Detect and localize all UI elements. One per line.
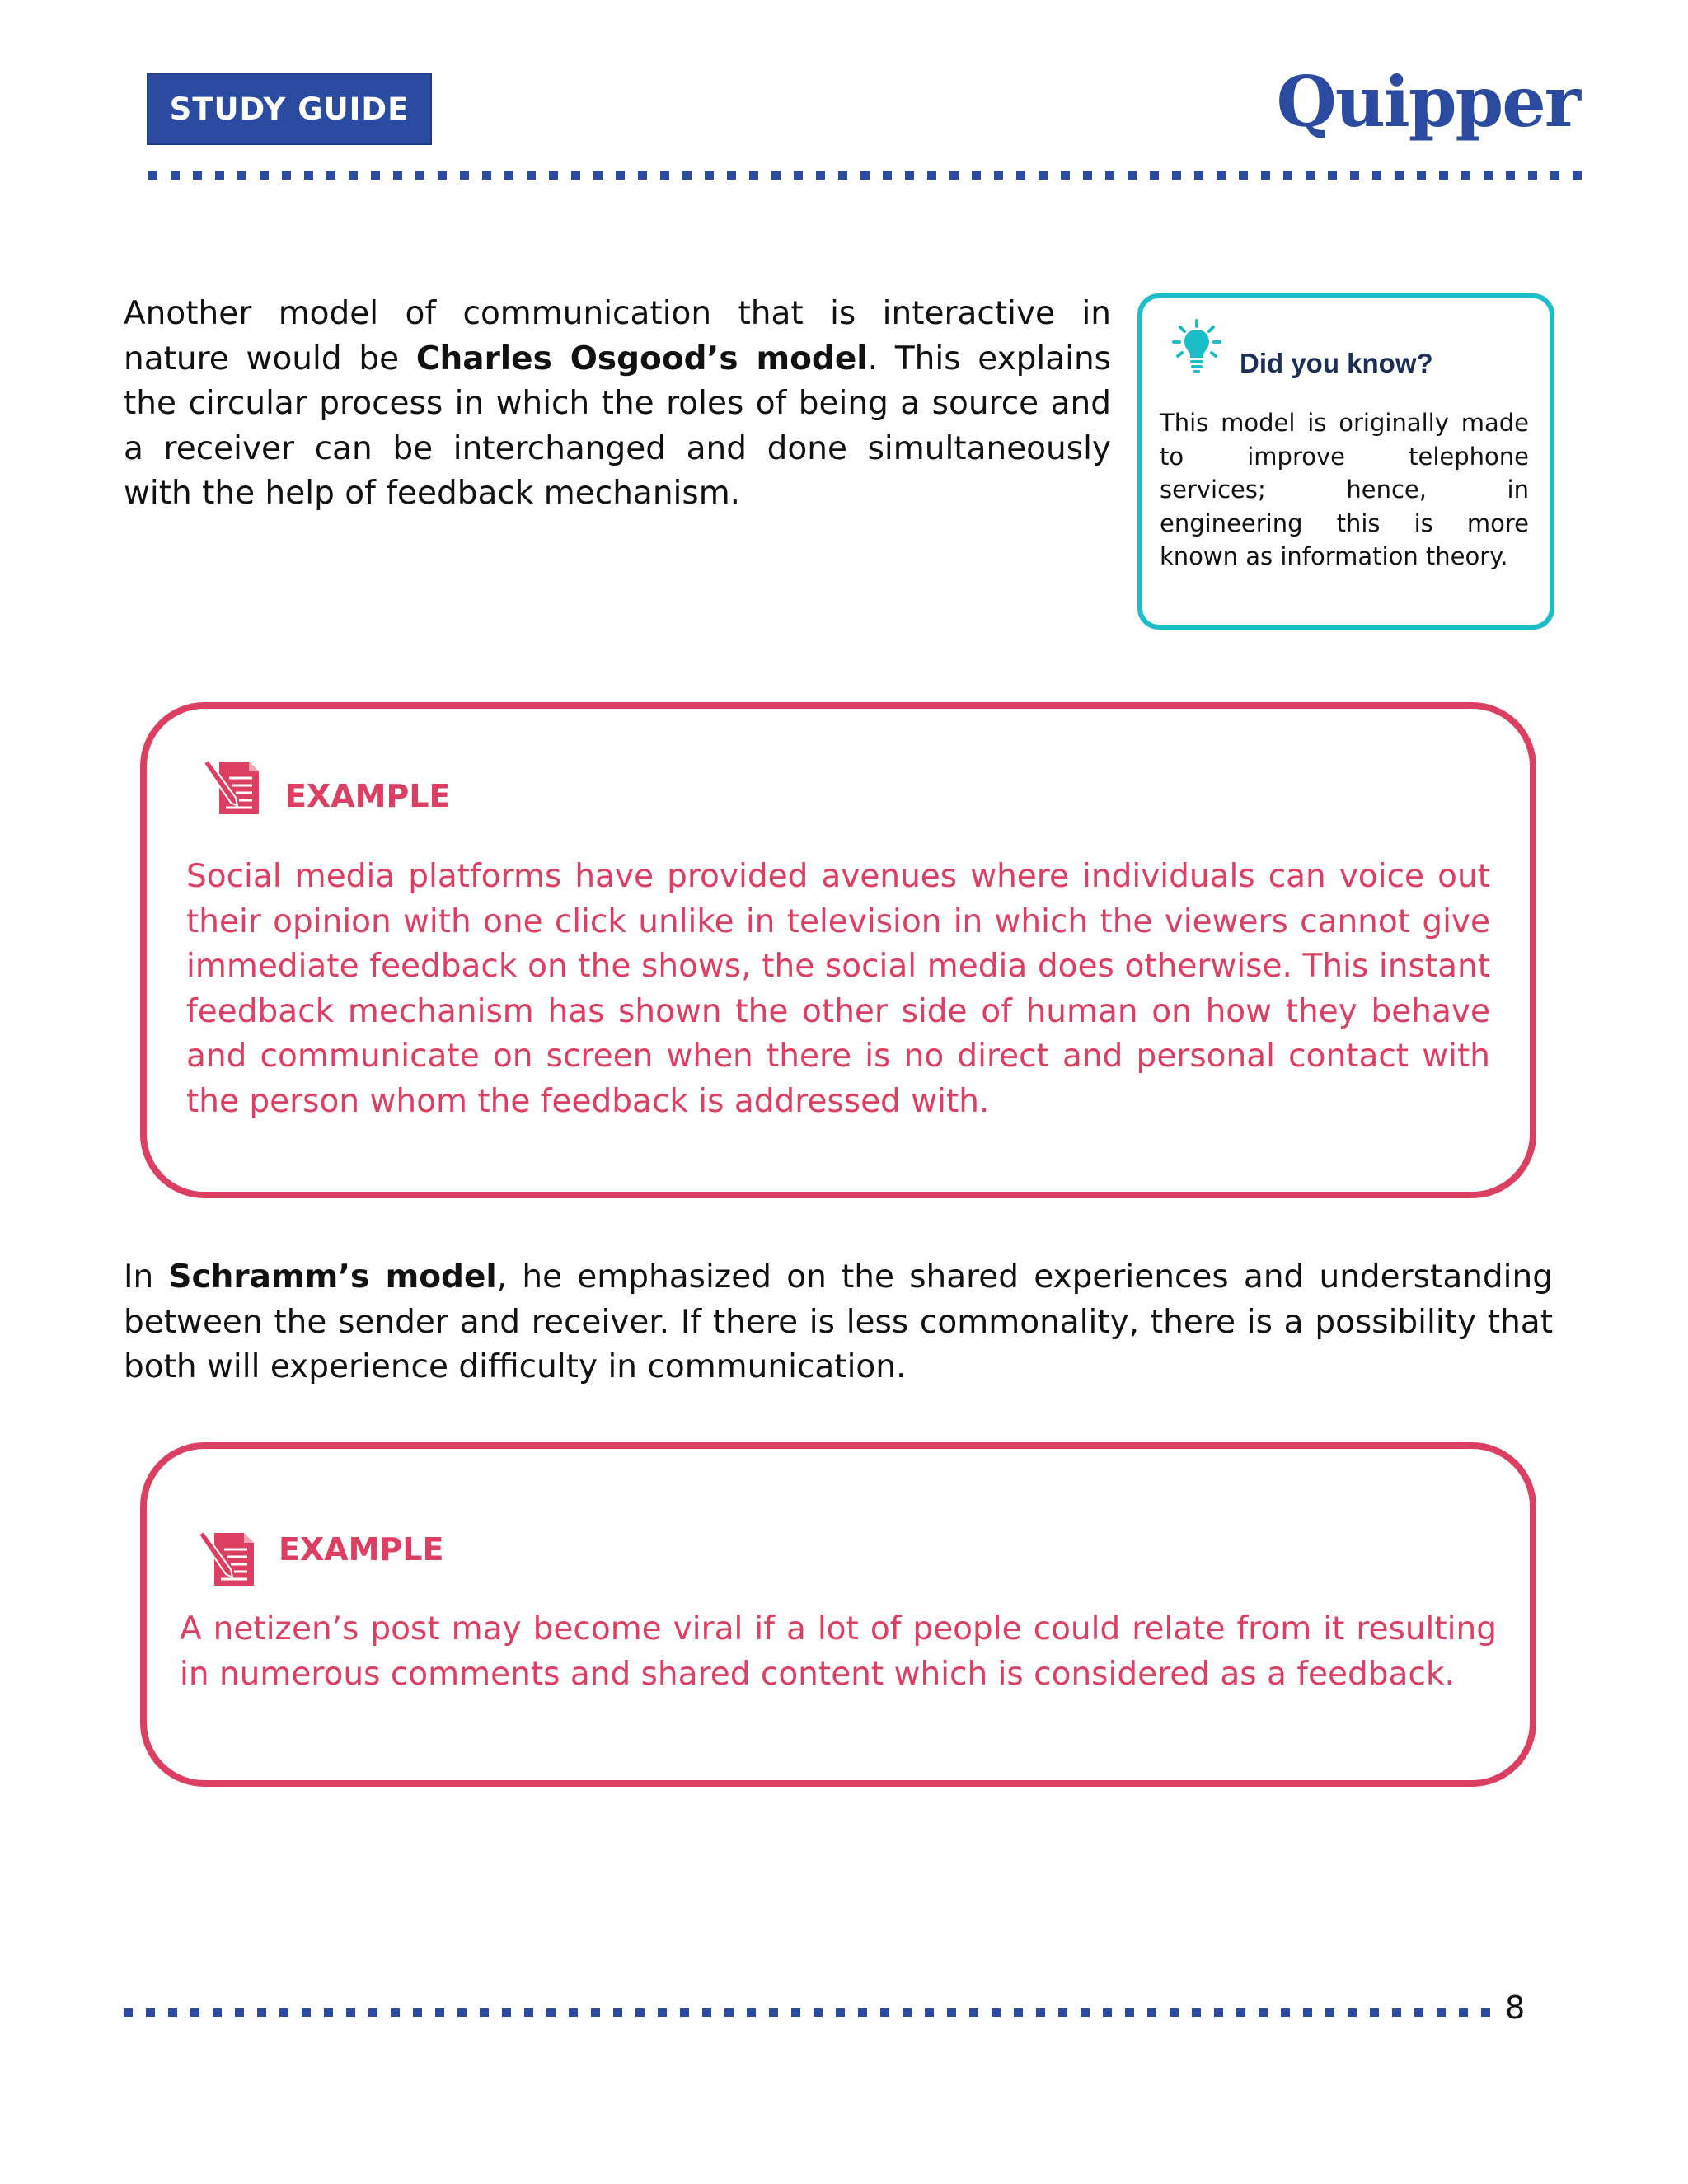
quipper-logo: Quipper [1276, 61, 1579, 143]
did-you-know-text: This model is originally made to improve telephone services; hence, in engineering this is more known as information theory. [1160, 409, 1529, 570]
example-title: EXAMPLE [279, 1531, 444, 1568]
document-pen-icon [196, 1530, 259, 1589]
osgood-bold-term: Charles Osgood’s model [415, 340, 868, 377]
did-you-know-title: Did you know? [1240, 348, 1433, 378]
osgood-text-after: . This explains the circular process in which the roles of being a source and a receiver can be interchanged and done simultaneously with the help of feedback mechanism. [124, 340, 1112, 512]
document-pen-icon [201, 758, 264, 818]
study-guide-badge [147, 73, 432, 145]
example-title: EXAMPLE [285, 778, 451, 814]
footer-dotted-divider [124, 2008, 1498, 2017]
schramm-text-before: In [124, 1258, 169, 1296]
schramm-bold-term: Schramm’s model [168, 1258, 497, 1296]
study-guide-label: STUDY GUIDE [169, 91, 410, 127]
lightbulb-icon [1170, 318, 1223, 376]
page-number: 8 [1505, 1990, 1526, 2026]
example-text: Social media platforms have provided avenues where individuals can voice out their opinion with one click unlike in television in which the viewers cannot give immediate feedback on the shows, the social media does otherwise. This instant feedback mechanism has shown the other side of human on how they behave and communicate on screen when there is no direct and personal contact with the person whom the feedback is addressed with. [186, 858, 1490, 1120]
osgood-text-before: Another model of communication that is interactive in nature would be [124, 295, 1111, 377]
osgood-paragraph [124, 292, 1111, 517]
example-text: A netizen’s post may become viral if a lot of people could relate from it resulting in numerous comments and shared content which is considered as a feedback. [180, 1610, 1497, 1693]
header-dotted-divider [148, 171, 1582, 180]
schramm-paragraph [124, 1255, 1553, 1390]
schramm-text-after: , he emphasized on the shared experiences and understanding between the sender and receiver. If there is less commonality, there is a possibility that both will experience difficulty in communication. [124, 1258, 1553, 1385]
